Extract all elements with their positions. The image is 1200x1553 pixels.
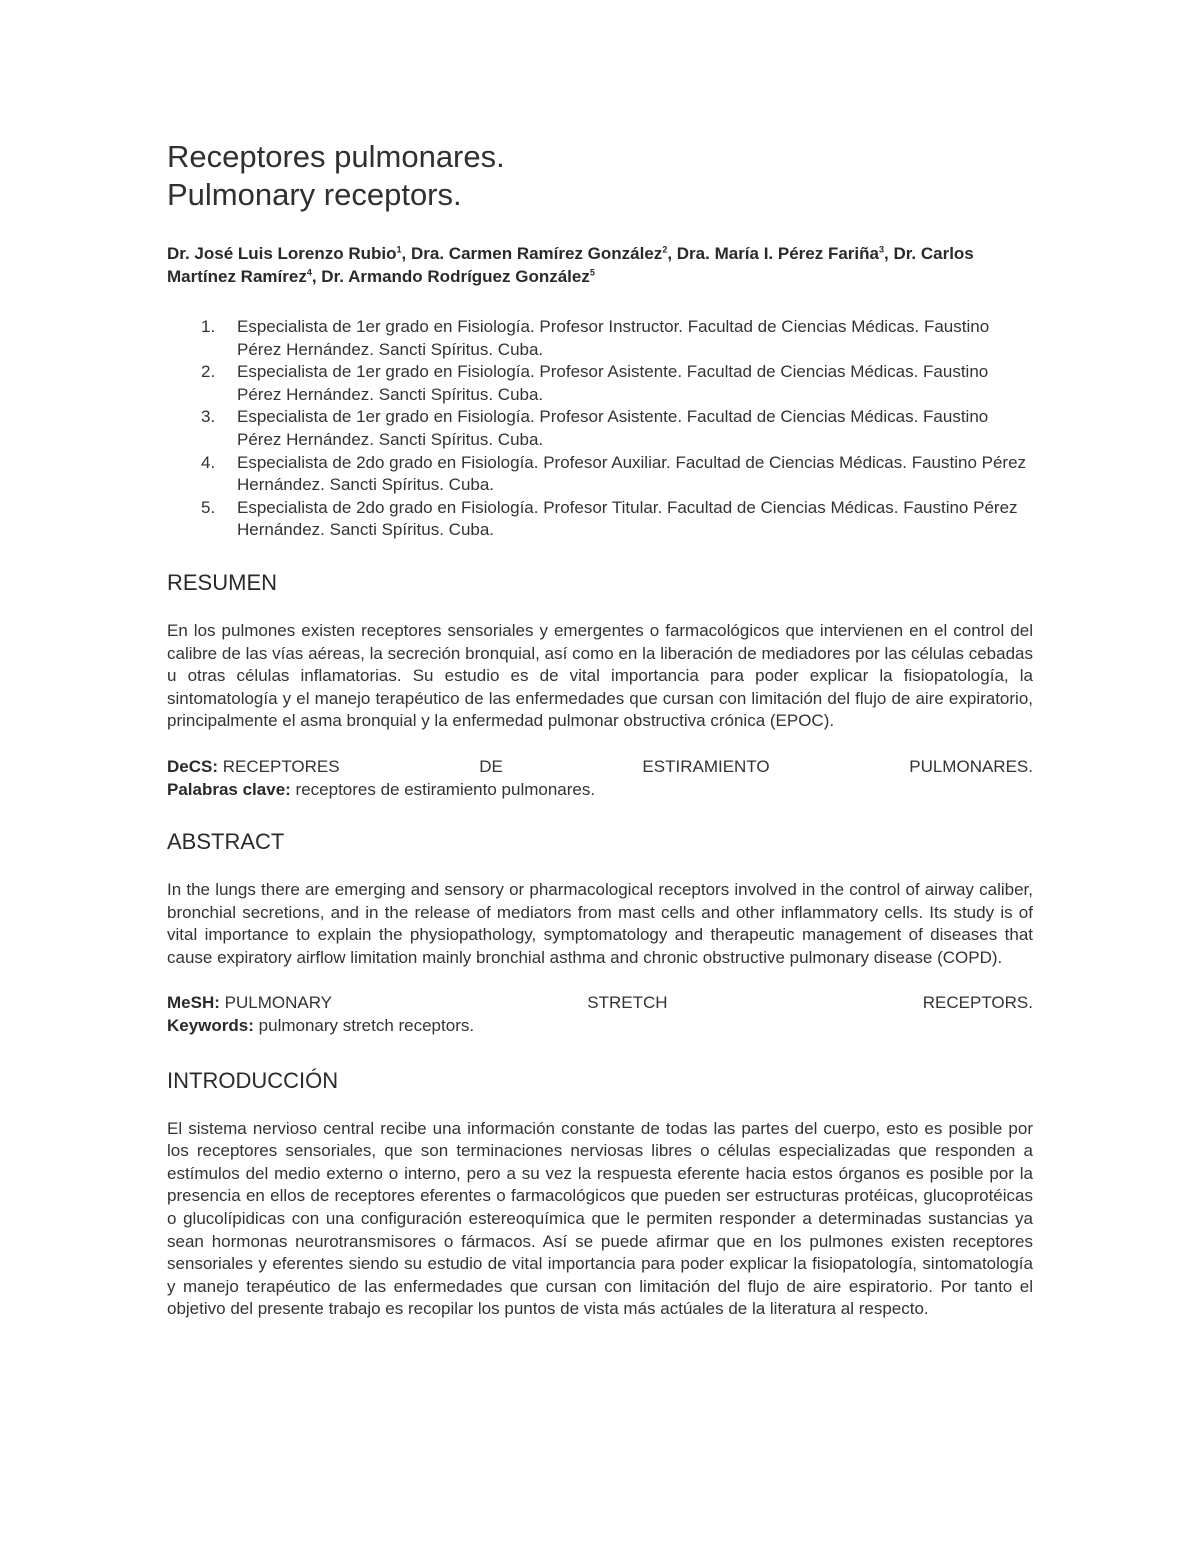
resumen-body: En los pulmones existen receptores sensoriales y emergentes o farmacológicos que intervienen en el control del calibre de las vías aéreas, la secreción bronquial, así como en la liberación de mediadores por las células cebadas u otras células inflamatorias. Su estudio es de vital importancia para poder explicar la fisiopatología, la sintomatología y el manejo terapéutico de las enfermedades que cursan con limitación del flujo de aire expiratorio, principalmente el asma bronquial y la enfermedad pulmonar obstructiva crónica (EPOC). xyxy=(167,620,1033,731)
affiliation-text: Especialista de 1er grado en Fisiología. Profesor Asistente. Facultad de Ciencias Médicas. Faustino Pérez Hernández. Sancti Spíritus. Cuba. xyxy=(237,362,989,404)
affiliation-list xyxy=(167,316,1033,542)
decs-word: ESTIRAMIENTO xyxy=(642,756,770,776)
decs-word: RECEPTORES xyxy=(222,756,340,776)
affiliation-text: Especialista de 1er grado en Fisiología. Profesor Asistente. Facultad de Ciencias Médicas. Faustino Pérez Hernández. Sancti Spíritus. Cuba. xyxy=(237,407,989,449)
decs-word: PULMONARES. xyxy=(909,756,1033,776)
affiliation-number: 4. xyxy=(201,452,216,472)
document-title xyxy=(167,138,1033,214)
author-list xyxy=(167,242,1033,288)
affiliation-text: Especialista de 2do grado en Fisiología. Profesor Auxiliar. Facultad de Ciencias Médicas. Faustino Pérez Hernández. Sancti Spíritus. Cuba. xyxy=(237,452,1027,495)
title-spanish: Receptores pulmonares. xyxy=(167,139,505,174)
affiliation-item xyxy=(167,406,1033,451)
affiliation-number: 3. xyxy=(201,407,216,427)
decs-line xyxy=(167,756,1033,779)
palabras-clave-value: receptores de estiramiento pulmonares. xyxy=(295,779,596,799)
affiliation-item xyxy=(167,452,1033,497)
palabras-clave-line xyxy=(167,779,1033,802)
mesh-label: MeSH: xyxy=(167,993,220,1013)
affiliation-text: Especialista de 1er grado en Fisiología. Profesor Instructor. Facultad de Ciencias Médicas. Faustino Pérez Hernández. Sancti Spíritus. Cuba. xyxy=(237,317,990,359)
affiliation-number: 5. xyxy=(201,497,216,517)
resumen-terms xyxy=(167,756,1033,801)
affiliation-item xyxy=(167,497,1033,542)
mesh-line xyxy=(167,992,1033,1015)
affiliation-text: Especialista de 2do grado en Fisiología. Profesor Titular. Facultad de Ciencias Médicas. Faustino Pérez Hernández. Sancti Spíritus. Cuba. xyxy=(237,497,1018,540)
affiliation-number: 2. xyxy=(201,362,216,382)
author-1: Dr. José Luis Lorenzo Rubio$^1$, xyxy=(167,244,411,263)
mesh-word: PULMONARY xyxy=(224,993,333,1013)
decs-label: DeCS: xyxy=(167,756,219,776)
keywords-line xyxy=(167,1015,1033,1038)
affiliation-number: 1. xyxy=(201,317,216,336)
affiliation-item xyxy=(167,361,1033,406)
decs-word: DE xyxy=(479,756,503,776)
resumen-heading: RESUMEN xyxy=(167,569,278,595)
author-5: Dr. Armando Rodríguez González$^5$ xyxy=(321,267,595,286)
abstract-heading: ABSTRACT xyxy=(167,829,285,855)
introduccion-heading: INTRODUCCIÓN xyxy=(167,1067,339,1093)
mesh-word: RECEPTORS. xyxy=(922,993,1033,1013)
abstract-body: In the lungs there are emerging and sensory or pharmacological receptors involved in the control of airway caliber, bronchial secretions, and in the release of mediators from mast cells and other inflammatory cells. Its study is of vital importance to explain the physiopathology, symptomatology and therapeutic management of diseases that cause expiratory airflow limitation mainly bronchial asthma and chronic obstructive pulmonary disease (COPD). xyxy=(167,880,1033,967)
keywords-value: pulmonary stretch receptors. xyxy=(258,1016,475,1036)
abstract-terms xyxy=(167,992,1033,1037)
document-content xyxy=(167,138,1033,1321)
introduccion-body: El sistema nervioso central recibe una información constante de todas las partes del cuerpo, esto es posible por los receptores sensoriales, que son terminaciones nerviosas libres o células especializadas que responden a estímulos del medio externo o interno, pero a su vez la respuesta eferente hacia estos órganos es posible por la presencia en ellos de receptores eferentes o farmacológicos que pueden ser estructuras protéicas, glucoprotéicas o glucolípidicas con una configuración estereoquímica que le permiten responder a determinadas sustancias ya sean hormonas neurotransmisores o fármacos. Así se puede afirmar que en los pulmones existen receptores sensoriales y eferentes siendo su estudio de vital importancia para poder explicar la fisiopatología, sintomatología y manejo terapéutico de las enfermedades que cursan con limitación del flujo de aire espiratorio. Por tanto el objetivo del presente trabajo es recopilar los puntos de vista más actúales de la literatura al respecto. xyxy=(167,1118,1033,1319)
keywords-label: Keywords: xyxy=(167,1016,254,1036)
mesh-word: STRETCH xyxy=(587,993,668,1013)
affiliation-item xyxy=(167,316,1033,361)
author-3: Dra. María I. Pérez Fariña$^3$, xyxy=(676,244,894,263)
author-2: Dra. Carmen Ramírez González$^2$, xyxy=(411,244,677,263)
palabras-clave-label: Palabras clave: xyxy=(167,779,291,799)
author-4: Dr. Carlos Martínez Ramírez$^4$, xyxy=(167,244,974,286)
title-english: Pulmonary receptors. xyxy=(167,177,462,212)
